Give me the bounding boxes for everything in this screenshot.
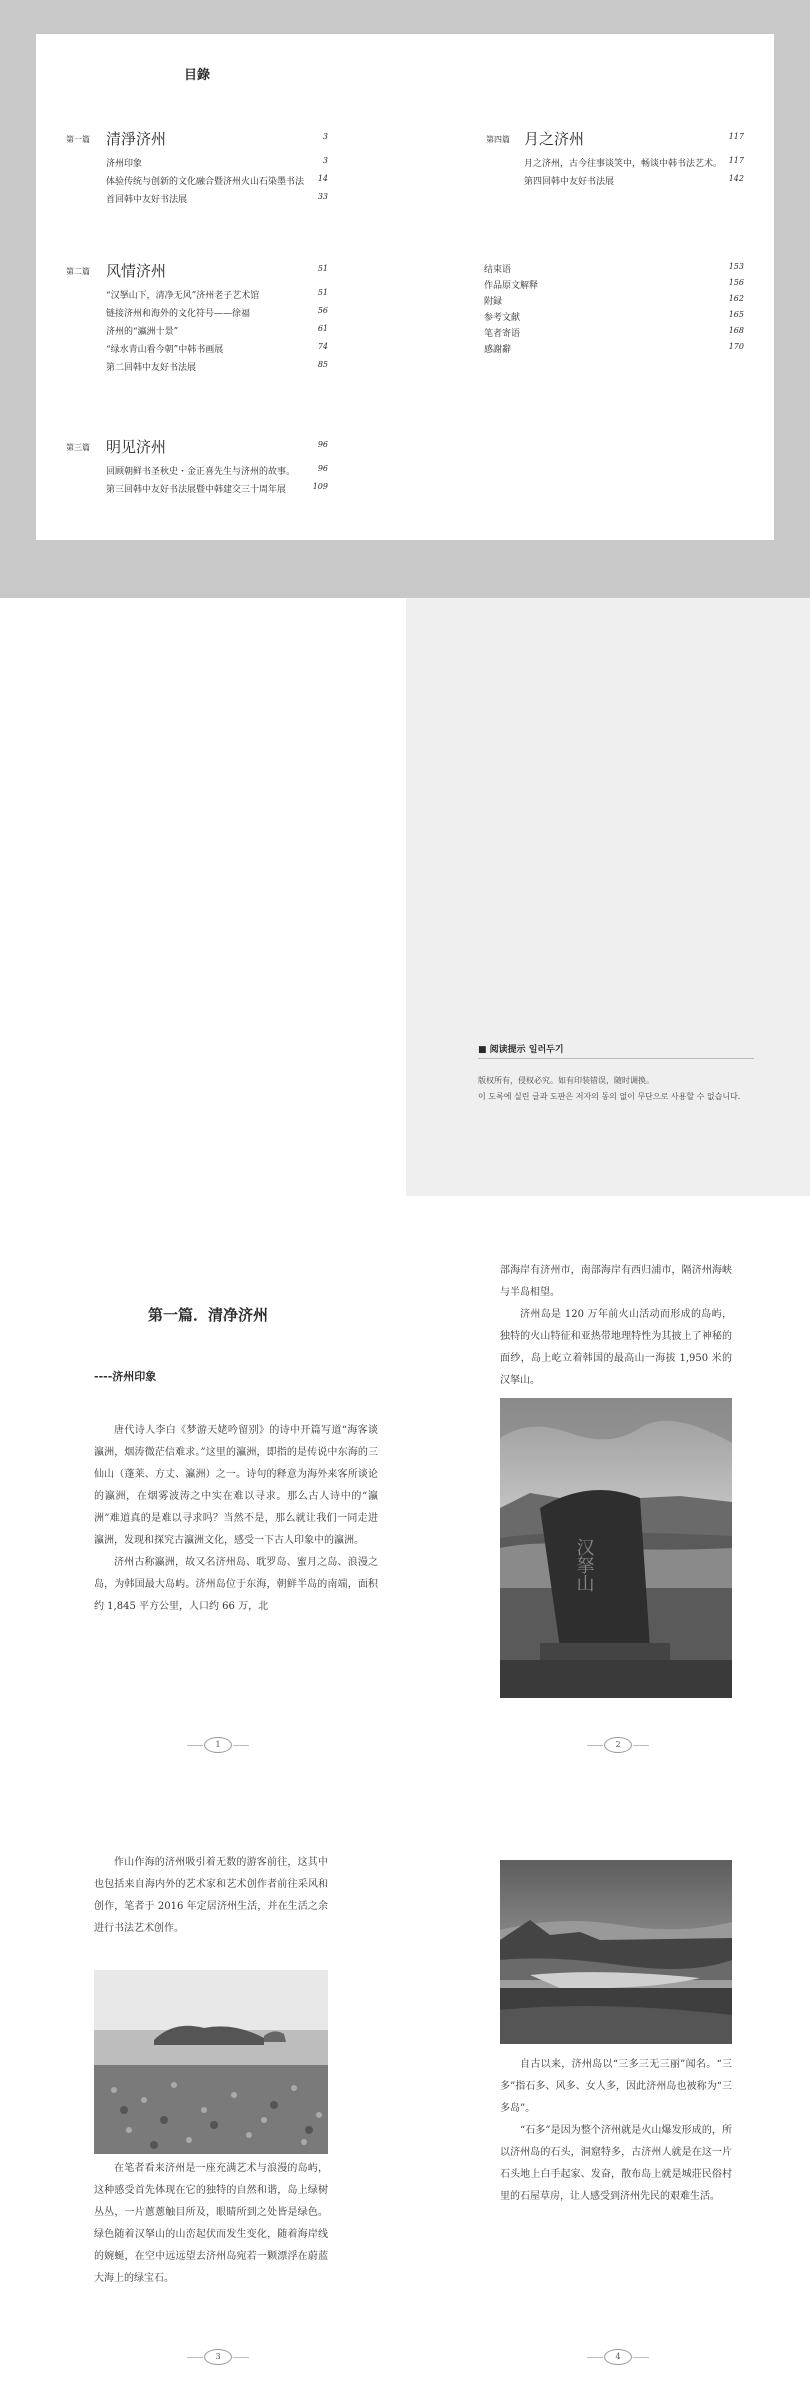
section-subtitle: ----济州印象: [94, 1370, 157, 1383]
toc-item[interactable]: 第二回韩中友好书法展: [106, 363, 197, 373]
toc-section-title[interactable]: 明见济州: [106, 438, 167, 456]
toc-page-number: 156: [728, 278, 744, 287]
toc-page-number: 61: [317, 324, 328, 333]
toc-page-number: 14: [317, 174, 328, 183]
toc-page-number: 51: [317, 264, 328, 273]
toc-item[interactable]: 第四回韩中友好书法展: [524, 177, 615, 187]
toc-section-title[interactable]: 月之济州: [524, 130, 585, 148]
toc-page-number: 170: [728, 342, 744, 351]
photo-illustration: [500, 1860, 732, 2044]
toc-page-number: 142: [728, 174, 744, 183]
toc-extra-item[interactable]: 作品原文解释: [484, 281, 539, 291]
toc-page-number: 96: [317, 464, 328, 473]
toc-item[interactable]: “绿水青山看今朝”中韩书画展: [106, 345, 224, 355]
toc-item[interactable]: 回顾朝鲜书圣秋史・金正喜先生与济州的故事。: [106, 467, 296, 477]
photo-illustration: [94, 1970, 328, 2154]
toc-page-number: 153: [728, 262, 744, 271]
page-number: 2: [604, 1737, 632, 1753]
hallasan-stone-photo: [500, 1398, 732, 1698]
paragraph: “石多”是因为整个济州就是火山爆发形成的，所以济州岛的石头，洞窟特多，古济州人就是在这一片石头地上白手起家、发奋，散布岛上就是城莊民俗村里的石屋草房，让人感受到济州先民的艰难生活。: [500, 2125, 732, 2202]
toc-part-label: 第四篇: [486, 135, 510, 144]
chapter-title: 第一篇．清净济州: [148, 1306, 269, 1324]
toc-page-number: 33: [317, 192, 328, 201]
toc-section-title[interactable]: 清淨济州: [106, 130, 167, 148]
toc-extra-item[interactable]: 结束语: [484, 265, 512, 275]
copyright-page: [406, 598, 810, 1196]
stone-inscription: 汉拏山: [573, 1538, 595, 1592]
page-number: 1: [204, 1737, 232, 1753]
paragraph: 部海岸有济州市，南部海岸有西归浦市，隔济州海峡与半岛相望。: [500, 1265, 732, 1298]
body-paragraph: [94, 1420, 378, 1618]
body-paragraph: [500, 1260, 732, 1392]
paragraph: 唐代诗人李白《梦游天姥吟留别》的诗中开篇写道“海客谈瀛洲，烟涛微茫信难求。”这里的瀛洲，即指的是传说中东海的三仙山（蓬莱、方丈、瀛洲）之一。诗句的释意为海外来客所谈论的瀛洲，在烟雾波涛之中实在难以寻求。那么古人诗中的“瀛洲”难道真的是难以寻求吗？当然不是，那么就让我们一同走进瀛洲，发现和探究古瀛洲文化，感受一下古人印象中的瀛洲。: [94, 1425, 378, 1546]
paragraph: 济州古称瀛洲，故又名济州岛、耽罗岛、蜜月之岛、浪漫之岛，为韩国最大岛屿。济州岛位于东海，朝鲜半岛的南端，面积约 1,845 平方公里，人口约 66 万，北: [94, 1557, 378, 1612]
toc-page-number: 3: [322, 156, 328, 165]
paragraph: 济州岛是 120 万年前火山活动而形成的岛屿，独特的火山特征和亚热带地理特性为其披上了神秘的面纱，岛上屹立着韩国的最高山一海拔 1,950 米的汉拏山。: [500, 1309, 732, 1386]
toc-item[interactable]: 济州印象: [106, 159, 143, 169]
toc-page-number: 165: [728, 310, 744, 319]
toc-page-number: 51: [317, 288, 328, 297]
body-paragraph: [94, 2158, 328, 2290]
toc-item[interactable]: “汉拏山下，清净无风”济州老子艺术馆: [106, 291, 260, 301]
paragraph: 在笔者看来济州是一座充满艺术与浪漫的岛屿，这种感受首先体现在它的独特的自然和谐，岛上绿树丛丛，一片蔥蔥触目所及，眼睛所到之处皆是绿色。绿色随着汉拏山的山峦起伏而发生变化，随着海岸线的婉蜒，在空中远远望去济州岛宛若一颗漂浮在蔚蓝大海上的绿宝石。: [94, 2163, 328, 2284]
paragraph: 作山作海的济州吸引着无数的游客前往，这其中也包括来自海内外的艺术家和艺术创作者前往采风和创作，笔者于 2016 年定居济州生活，并在生活之余进行书法艺术创作。: [94, 1857, 328, 1934]
notice-divider: [478, 1058, 754, 1059]
toc-extra-item[interactable]: 感謝辭: [484, 345, 512, 355]
notice-title: ■ 阅读提示 일러두기: [478, 1045, 564, 1055]
notice-line: 이 도록에 실린 글과 도판은 저자의 동의 없이 무단으로 사용할 수 없습니다.: [478, 1092, 741, 1101]
landscape-photo: [500, 1860, 732, 2044]
toc-page-number: 117: [728, 132, 744, 141]
toc-part-label: 第二篇: [66, 267, 90, 276]
body-paragraph: [500, 2054, 732, 2208]
toc-page: [36, 34, 774, 540]
page-number: 4: [604, 2349, 632, 2365]
coast-island-photo: [94, 1970, 328, 2154]
toc-page-number: 162: [728, 294, 744, 303]
toc-item[interactable]: 首回韩中友好书法展: [106, 195, 188, 205]
paragraph: 自古以来，济州岛以“三多三无三丽”闻名。“三多”指石多、风多、女人多，因此济州岛也被称为“三多岛”。: [500, 2059, 732, 2114]
toc-page-number: 96: [317, 440, 328, 449]
toc-item[interactable]: 第三回韩中友好书法展暨中韩建交三十周年展: [106, 485, 287, 495]
toc-extra-item[interactable]: 笔者寄语: [484, 329, 521, 339]
photo-illustration: [500, 1398, 732, 1698]
toc-item[interactable]: 链接济州和海外的文化符号——徐福: [106, 309, 251, 319]
toc-spread-background: [0, 0, 810, 598]
notice-line: 版权所有，侵权必究。如有印装错误，随时调换。: [478, 1076, 654, 1085]
toc-page-number: 168: [728, 326, 744, 335]
toc-extra-item[interactable]: 参考文献: [484, 313, 521, 323]
toc-page-number: 85: [317, 360, 328, 369]
toc-extra-item[interactable]: 附録: [484, 297, 503, 307]
toc-page-number: 109: [312, 482, 328, 491]
toc-item[interactable]: 体验传统与创新的文化融合暨济州火山石染墨书法: [106, 177, 305, 187]
toc-page-number: 74: [317, 342, 328, 351]
toc-page-number: 117: [728, 156, 744, 165]
toc-part-label: 第三篇: [66, 443, 90, 452]
toc-section-title[interactable]: 风情济州: [106, 262, 167, 280]
toc-item[interactable]: 济州的“瀛洲十景”: [106, 327, 179, 337]
page-number: 3: [204, 2349, 232, 2365]
toc-item[interactable]: 月之济州，古今往事谈笑中，畅谈中韩书法艺术。: [524, 159, 723, 169]
toc-part-label: 第一篇: [66, 135, 90, 144]
toc-page-number: 56: [317, 306, 328, 315]
body-paragraph: [94, 1852, 328, 1940]
toc-title: 目錄: [184, 68, 211, 83]
toc-page-number: 3: [322, 132, 328, 141]
